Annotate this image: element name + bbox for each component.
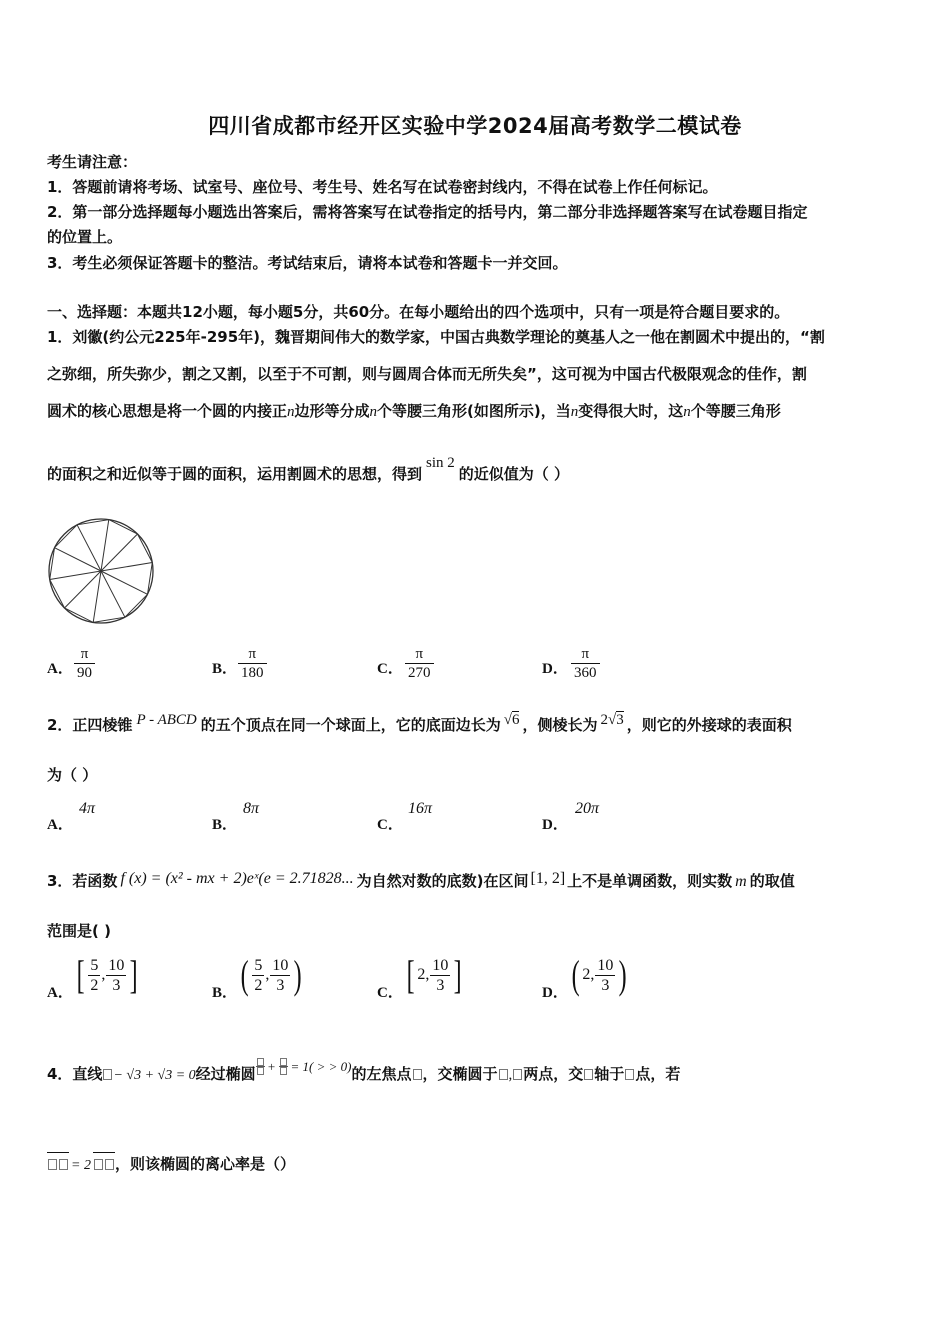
q1-option-a-label[interactable]: A． [47,661,73,677]
q1-line-3c: 个等腰三角形(如图所示)，当 [377,402,571,420]
q3-option-d-value[interactable]: ( 2 , $\frac{10}{3}$ ) [571,952,627,997]
bracket-right: ) [293,952,302,997]
frac-b [106,956,126,995]
q1-line-3a: 圆术的核心思想是将一个圆的内接正 [47,402,288,420]
q3-prefix: 3．若函数 [47,872,118,890]
q1-line-1: 1．刘徽(约公元225年-295年)，魏晋期间伟大的数学家，中国古典数学理论的奠基人之一他在割圆术中提出的，“割 [47,328,825,346]
bracket-left: ( [571,952,580,997]
frac-num: π [405,645,434,664]
page-title: 四川省成都市经开区实验中学2024届高考数学二模试卷 [208,114,742,138]
notice-heading: 考生请注意： [47,153,138,171]
q2-line-1 [47,712,907,736]
q3-mid2: 上不是单调函数，则实数 [567,872,733,890]
frac-den: 3 [276,976,285,994]
frac-num: 10 [272,956,289,974]
q1-option-b-label[interactable]: B． [212,661,238,677]
q4-line-2 [47,1152,907,1176]
q2-prefix: 2．正四棱锥 [47,716,133,734]
frac-a [88,956,100,995]
bracket-left: [ [76,952,85,997]
missing-glyph [584,1069,593,1080]
frac-den: 2 [90,976,99,994]
missing-glyph [59,1159,68,1170]
frac-den: 3 [112,976,121,994]
frac-den [256,1067,265,1075]
radius-line [101,520,109,571]
q4-line-1 [47,1059,907,1086]
missing-glyph [280,1058,287,1066]
q2-option-c-value[interactable]: 16π [408,800,433,817]
q4-mid2: 的左焦点 [351,1065,412,1083]
q2-lat-radicand: 3 [616,712,624,728]
bracket-left: [ [406,952,415,997]
missing-glyph [413,1069,422,1080]
missing-glyph [257,1067,264,1075]
bracket-right: ) [618,952,627,997]
q3-m: m [735,873,747,890]
q1-option-b-value[interactable] [238,645,267,682]
frac-den: 3 [436,976,445,994]
q2-tail: ，则它的外接球的表面积 [626,716,792,734]
q2-option-b-value[interactable]: 8π [243,800,260,817]
q2-edge-radicand: 6 [511,712,520,728]
q4-prefix: 4．直线 [47,1065,103,1083]
q4-line-eq: − √3 + √3 = 0 [113,1068,196,1083]
q3-line-1 [47,871,907,892]
missing-glyph [280,1067,287,1075]
q1-option-c-value[interactable] [405,645,434,682]
notice-item-2-cont: 的位置上。 [47,228,123,246]
frac-num: 5 [90,956,99,974]
notice-item-2: 2．第一部分选择题每小题选出答案后，需将答案写在试卷指定的括号内，第二部分非选择题答案写在试卷题目指定 [47,203,808,221]
q1-line-3b: 边形等分成 [294,402,370,420]
q2-line-2: 为（ ） [47,766,98,784]
q2-lat-coef: 2 [600,712,608,728]
circle-division-figure [45,515,157,627]
frac-num: 10 [597,956,614,974]
q3-option-b-label[interactable]: B． [212,985,238,1001]
plus-sign: + [264,1059,279,1074]
q4-mid5: 轴于 [594,1065,625,1083]
q1-expr: sin 2 [426,455,455,471]
notice-item-1: 1．答题前请将考场、试室号、座位号、考生号、姓名写在试卷密封线内，不得在试卷上作任何标记。 [47,178,718,196]
frac-den: 3 [601,976,610,994]
q4-ellipse-eq [256,1056,352,1077]
q1-n: n [287,404,295,420]
q4-mid6: 点，若 [635,1065,681,1083]
q3-option-b-value[interactable]: ( $\frac{5}{2}$ , $\frac{10}{3}$ ) [240,952,302,997]
q4-vec-eq: = 2 [71,1158,91,1173]
radius-line [77,525,101,571]
radius-line [55,548,102,571]
q3-mid: 为自然对数的底数)在区间 [356,872,529,890]
ellipse-frac-y [279,1058,288,1075]
frac-den [279,1067,288,1075]
q2-mid2: ，侧棱长为 [522,716,598,734]
frac-den: 90 [77,665,92,681]
frac-num: 10 [432,956,449,974]
radius-line [101,571,148,594]
frac-num: π [571,645,600,664]
q2-option-c-label[interactable]: C． [377,817,403,833]
q4-line-2-text: ，则该椭圆的离心率是（） [114,1155,295,1173]
comma: , [508,1067,513,1083]
q2-option-d-label[interactable]: D． [542,817,568,833]
frac-b [430,956,450,995]
missing-glyph [48,1159,57,1170]
missing-glyph [105,1159,114,1170]
frac-num [279,1058,288,1067]
q2-edge: √6 [503,712,520,728]
frac-num: 10 [108,956,125,974]
polygon-spokes [50,520,153,623]
missing-glyph [513,1069,522,1080]
bracket-left: ( [240,952,249,997]
interval-a: 2 [582,966,591,983]
frac-den: 360 [574,665,597,681]
q1-option-d-label[interactable]: D． [542,661,568,677]
q1-line-4a: 的面积之和近似等于圆的面积，运用割圆术的思想，得到 [47,465,423,483]
frac-den: 270 [408,665,431,681]
q3-line-2: 范围是( ) [47,922,111,940]
q2-pyramid: P - ABCD [136,712,197,728]
bracket-right: ] [129,952,138,997]
q1-line-3d: 变得很大时，这 [578,402,684,420]
frac-num: 5 [254,956,263,974]
q3-function: f (x) = (x² - mx + 2)eˣ(e = 2.71828... [120,870,354,887]
missing-glyph [103,1069,112,1080]
q1-line-3e: 个等腰三角形 [690,402,781,420]
q1-option-a-value[interactable] [74,645,95,682]
section-heading: 一、选择题：本题共12小题，每小题5分，共60分。在每小题给出的四个选项中，只有一项是符合题目要求的。 [47,303,790,321]
interval-a: 2 [417,966,426,983]
q4-mid3: ，交椭圆于 [422,1065,498,1083]
vector-left [47,1152,69,1174]
q4-mid4: 两点，交 [523,1065,584,1083]
frac-b [270,956,290,995]
q2-option-b-label[interactable]: B． [212,817,238,833]
frac-num [256,1058,265,1067]
radius-line [101,571,125,617]
radius-line [93,571,101,622]
missing-glyph [499,1069,508,1080]
frac-b [595,956,615,995]
missing-glyph [94,1159,103,1170]
q1-n: n [683,404,691,420]
q2-option-d-value[interactable]: 20π [575,800,600,817]
q1-line-2: 之弥细，所失弥少，割之又割，以至于不可割，则与圆周合体而无所失矣”，这可视为中国古代极限观念的佳作，割 [47,365,807,383]
q1-option-d-value[interactable] [571,645,600,682]
frac-den: 180 [241,665,264,681]
q3-option-d-label[interactable]: D． [542,985,568,1001]
q1-n: n [369,404,378,420]
frac-den: 2 [254,976,263,994]
bracket-right: ] [453,952,462,997]
q2-option-a-value[interactable]: 4π [79,800,96,817]
frac-a [252,956,264,995]
q1-line-3 [47,401,907,422]
q1-line-4 [47,455,907,485]
q3-option-c-label[interactable]: C． [377,985,403,1001]
q3-tail: 的取值 [749,872,795,890]
q3-interval: [1, 2] [530,870,566,887]
q3-option-a-value[interactable]: [ $\frac{5}{2}$ , $\frac{10}{3}$ ] [76,952,138,997]
q1-line-4b: 的近似值为（ ） [458,465,570,483]
q3-option-a-label[interactable]: A． [47,985,73,1001]
notice-item-3: 3．考生必须保证答题卡的整洁。考试结束后，请将本试卷和答题卡一并交回。 [47,254,568,272]
q2-mid1: 的五个顶点在同一个球面上，它的底面边长为 [200,716,501,734]
q2-option-a-label[interactable]: A． [47,817,73,833]
q4-mid1: 经过椭圆 [195,1065,256,1083]
vector-right [93,1152,115,1174]
q3-option-c-value[interactable]: [ 2 , $\frac{10}{3}$ ] [406,952,462,997]
q4-ellipse-tail: = 1( > > 0) [290,1059,352,1074]
missing-glyph [257,1058,264,1066]
q1-n: n [570,404,579,420]
q1-option-c-label[interactable]: C． [377,661,403,677]
q2-lateral: 2√3 [600,712,624,728]
frac-num: π [74,645,95,664]
ellipse-frac-x [256,1058,265,1075]
missing-glyph [625,1069,634,1080]
frac-num: π [238,645,267,664]
